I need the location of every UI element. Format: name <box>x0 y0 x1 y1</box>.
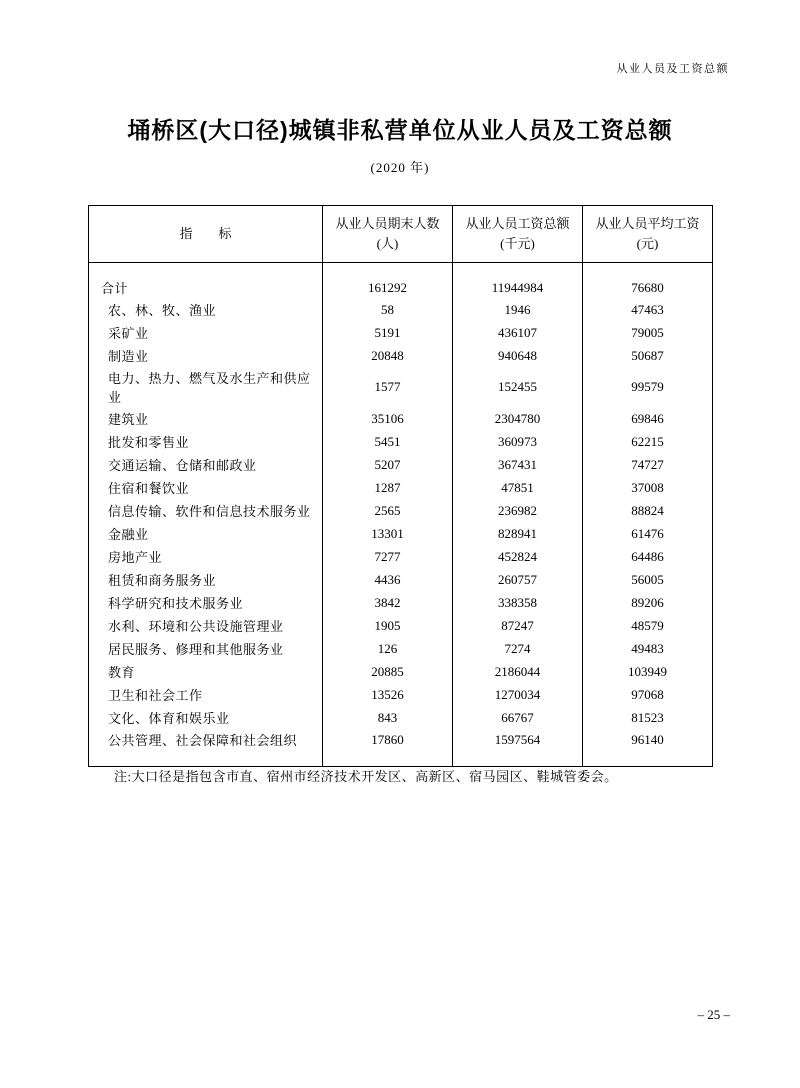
table-row <box>89 545 713 568</box>
row-label: 合计 <box>101 281 129 297</box>
col-header-line2: (千元) <box>500 236 535 252</box>
table-row <box>89 614 713 637</box>
row-value: 126 <box>323 637 453 660</box>
row-value: 2304780 <box>453 407 583 430</box>
row-value: 13526 <box>323 683 453 706</box>
col-header-total-wages <box>453 206 583 263</box>
col-header-indicator: 指 标 <box>89 206 323 263</box>
row-label: 卫生和社会工作 <box>108 688 203 704</box>
table-row <box>89 706 713 729</box>
row-value: 1287 <box>323 476 453 499</box>
row-label: 农、林、牧、渔业 <box>108 303 217 319</box>
row-label: 教育 <box>108 665 136 681</box>
table-header <box>89 206 713 263</box>
row-value: 367431 <box>453 453 583 476</box>
row-value: 1270034 <box>453 683 583 706</box>
col-header-line1: 从业人员期末人数 <box>335 216 440 231</box>
row-label: 居民服务、修理和其他服务业 <box>108 642 284 658</box>
table-row <box>89 430 713 453</box>
col-header-headcount <box>323 206 453 263</box>
row-value: 88824 <box>583 499 713 522</box>
stats-table <box>88 205 713 767</box>
table-row <box>89 263 713 299</box>
col-header-line2: (人) <box>376 236 399 252</box>
row-value: 260757 <box>453 568 583 591</box>
table-row <box>89 298 713 321</box>
row-value: 66767 <box>453 706 583 729</box>
header-row <box>89 206 713 263</box>
row-value: 452824 <box>453 545 583 568</box>
col-header-line1: 从业人员平均工资 <box>595 216 700 231</box>
row-value: 7274 <box>453 637 583 660</box>
row-label: 水利、环境和公共设施管理业 <box>108 619 284 635</box>
row-label: 公共管理、社会保障和社会组织 <box>108 733 298 749</box>
table-row <box>89 729 713 767</box>
row-value: 4436 <box>323 568 453 591</box>
row-label: 采矿业 <box>108 326 149 342</box>
row-value: 5207 <box>323 453 453 476</box>
row-value: 47463 <box>583 298 713 321</box>
row-value: 940648 <box>453 344 583 367</box>
row-value: 360973 <box>453 430 583 453</box>
row-value: 69846 <box>583 407 713 430</box>
row-value: 50687 <box>583 344 713 367</box>
row-value: 1946 <box>453 298 583 321</box>
running-header: 从业人员及工资总额 <box>616 63 729 75</box>
table-row <box>89 683 713 706</box>
table-row <box>89 476 713 499</box>
row-value: 436107 <box>453 321 583 344</box>
row-value: 11944984 <box>453 263 583 299</box>
row-value: 17860 <box>323 729 453 767</box>
row-label: 住宿和餐饮业 <box>108 481 190 497</box>
row-value: 1577 <box>323 367 453 407</box>
row-value: 96140 <box>583 729 713 767</box>
row-value: 7277 <box>323 545 453 568</box>
col-header-average-wage <box>583 206 713 263</box>
row-value: 236982 <box>453 499 583 522</box>
footnote: 注:大口径是指包含市直、宿州市经济技术开发区、高新区、宿马园区、鞋城管委会。 <box>114 769 618 784</box>
col-header-line2: (元) <box>636 236 659 252</box>
row-value: 99579 <box>583 367 713 407</box>
row-value: 338358 <box>453 591 583 614</box>
row-label: 电力、热力、燃气及水生产和供应业 <box>108 371 311 406</box>
row-value: 5451 <box>323 430 453 453</box>
row-label: 文化、体育和娱乐业 <box>108 711 230 727</box>
row-value: 49483 <box>583 637 713 660</box>
subtitle-year: (2020 年) <box>370 160 430 175</box>
row-value: 152455 <box>453 367 583 407</box>
row-label: 租赁和商务服务业 <box>108 573 217 589</box>
row-value: 62215 <box>583 430 713 453</box>
table-row <box>89 321 713 344</box>
row-value: 97068 <box>583 683 713 706</box>
row-label: 科学研究和技术服务业 <box>108 596 244 612</box>
row-value: 56005 <box>583 568 713 591</box>
row-label: 批发和零售业 <box>108 435 190 451</box>
row-value: 1597564 <box>453 729 583 767</box>
table-row <box>89 367 713 407</box>
row-value: 103949 <box>583 660 713 683</box>
table-row <box>89 522 713 545</box>
table-row <box>89 591 713 614</box>
table-row <box>89 453 713 476</box>
row-value: 1905 <box>323 614 453 637</box>
row-value: 58 <box>323 298 453 321</box>
table-row <box>89 568 713 591</box>
row-value: 81523 <box>583 706 713 729</box>
row-value: 13301 <box>323 522 453 545</box>
table-row <box>89 344 713 367</box>
row-value: 74727 <box>583 453 713 476</box>
row-value: 87247 <box>453 614 583 637</box>
row-value: 2186044 <box>453 660 583 683</box>
row-value: 48579 <box>583 614 713 637</box>
row-value: 828941 <box>453 522 583 545</box>
row-value: 79005 <box>583 321 713 344</box>
row-value: 61476 <box>583 522 713 545</box>
page-number: – 25 – <box>697 1007 730 1022</box>
row-value: 161292 <box>323 263 453 299</box>
table-row <box>89 660 713 683</box>
table-row <box>89 407 713 430</box>
row-value: 843 <box>323 706 453 729</box>
row-value: 3842 <box>323 591 453 614</box>
row-label: 制造业 <box>108 349 149 365</box>
row-value: 2565 <box>323 499 453 522</box>
row-value: 76680 <box>583 263 713 299</box>
page-title: 埇桥区(大口径)城镇非私营单位从业人员及工资总额 <box>127 117 673 143</box>
row-label: 交通运输、仓储和邮政业 <box>108 458 257 474</box>
table-row <box>89 637 713 660</box>
row-value: 37008 <box>583 476 713 499</box>
table-row <box>89 499 713 522</box>
row-label: 金融业 <box>108 527 149 543</box>
col-header-line1: 从业人员工资总额 <box>465 216 570 231</box>
table-body <box>89 263 713 767</box>
row-value: 5191 <box>323 321 453 344</box>
row-label: 建筑业 <box>108 412 149 428</box>
row-label: 信息传输、软件和信息技术服务业 <box>108 504 311 520</box>
row-label: 房地产业 <box>108 550 163 566</box>
row-value: 20848 <box>323 344 453 367</box>
row-value: 20885 <box>323 660 453 683</box>
row-value: 64486 <box>583 545 713 568</box>
row-value: 47851 <box>453 476 583 499</box>
row-value: 89206 <box>583 591 713 614</box>
row-value: 35106 <box>323 407 453 430</box>
